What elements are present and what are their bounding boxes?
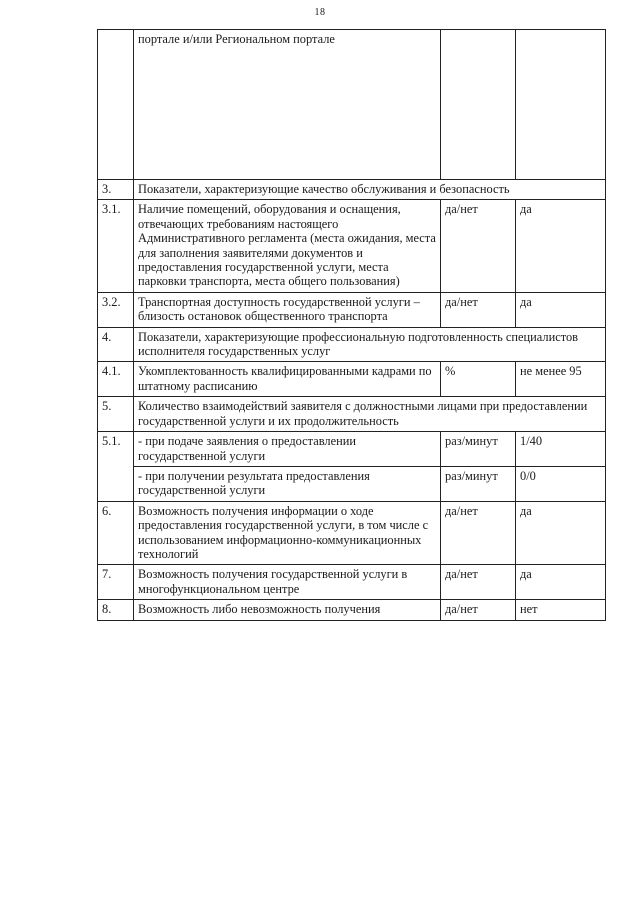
- row-number: 5.: [98, 397, 134, 432]
- row-number: 3.2.: [98, 292, 134, 327]
- row-number: [98, 30, 134, 180]
- row-value: 1/40: [516, 432, 606, 467]
- row-description: - при подаче заявления о предоставлении государственной услуги: [134, 432, 441, 467]
- row-number: 5.1.: [98, 432, 134, 502]
- row-description: - при получении результата предоставления государственной услуги: [134, 466, 441, 501]
- row-description: Транспортная доступность государственной услуги – близость остановок общественного транспорта: [134, 292, 441, 327]
- row-number: 8.: [98, 600, 134, 620]
- row-unit: да/нет: [441, 292, 516, 327]
- row-unit: %: [441, 362, 516, 397]
- row-number: 7.: [98, 565, 134, 600]
- row-number: 3.: [98, 180, 134, 200]
- row-value: нет: [516, 600, 606, 620]
- row-value: да: [516, 565, 606, 600]
- row-description: Наличие помещений, оборудования и оснащения, отвечающих требованиям настоящего Административного регламента (места ожидания, места для заполнения заявителями документов и предоставления государственной услуги, места парковки транспорта, места общего пользования): [134, 200, 441, 292]
- row-number: 6.: [98, 501, 134, 565]
- table-row: [98, 30, 606, 180]
- row-unit: да/нет: [441, 501, 516, 565]
- section-title: Количество взаимодействий заявителя с должностными лицами при предоставлении государственной услуги и их продолжительность: [134, 397, 606, 432]
- row-description: портале и/или Региональном портале: [134, 30, 441, 180]
- row-value: не менее 95: [516, 362, 606, 397]
- row-description: Возможность либо невозможность получения: [134, 600, 441, 620]
- table-row: [98, 432, 606, 467]
- row-number: 3.1.: [98, 200, 134, 292]
- row-value: 0/0: [516, 466, 606, 501]
- indicators-table: [97, 29, 606, 621]
- table-section-row: [98, 180, 606, 200]
- table-row: [98, 200, 606, 292]
- section-title: Показатели, характеризующие качество обслуживания и безопасность: [134, 180, 606, 200]
- row-unit: да/нет: [441, 600, 516, 620]
- table-row: [98, 565, 606, 600]
- section-title: Показатели, характеризующие профессиональную подготовленность специалистов исполнителя государственных услуг: [134, 327, 606, 362]
- row-number: 4.: [98, 327, 134, 362]
- row-unit: раз/минут: [441, 466, 516, 501]
- table-row: [98, 292, 606, 327]
- table-row: [98, 362, 606, 397]
- row-unit: да/нет: [441, 565, 516, 600]
- row-description: Возможность получения государственной услуги в многофункциональном центре: [134, 565, 441, 600]
- row-value: да: [516, 200, 606, 292]
- table-section-row: [98, 397, 606, 432]
- table-section-row: [98, 327, 606, 362]
- row-value: [516, 30, 606, 180]
- table-row: [98, 501, 606, 565]
- table-row: [98, 466, 606, 501]
- page-number: 18: [314, 7, 326, 18]
- row-value: да: [516, 292, 606, 327]
- row-description: Укомплектованность квалифицированными кадрами по штатному расписанию: [134, 362, 441, 397]
- table-row: [98, 600, 606, 620]
- row-description: Возможность получения информации о ходе предоставления государственной услуги, в том числе с использованием информационно-коммуникационных технологий: [134, 501, 441, 565]
- row-value: да: [516, 501, 606, 565]
- row-unit: раз/минут: [441, 432, 516, 467]
- row-number: 4.1.: [98, 362, 134, 397]
- row-unit: да/нет: [441, 200, 516, 292]
- row-unit: [441, 30, 516, 180]
